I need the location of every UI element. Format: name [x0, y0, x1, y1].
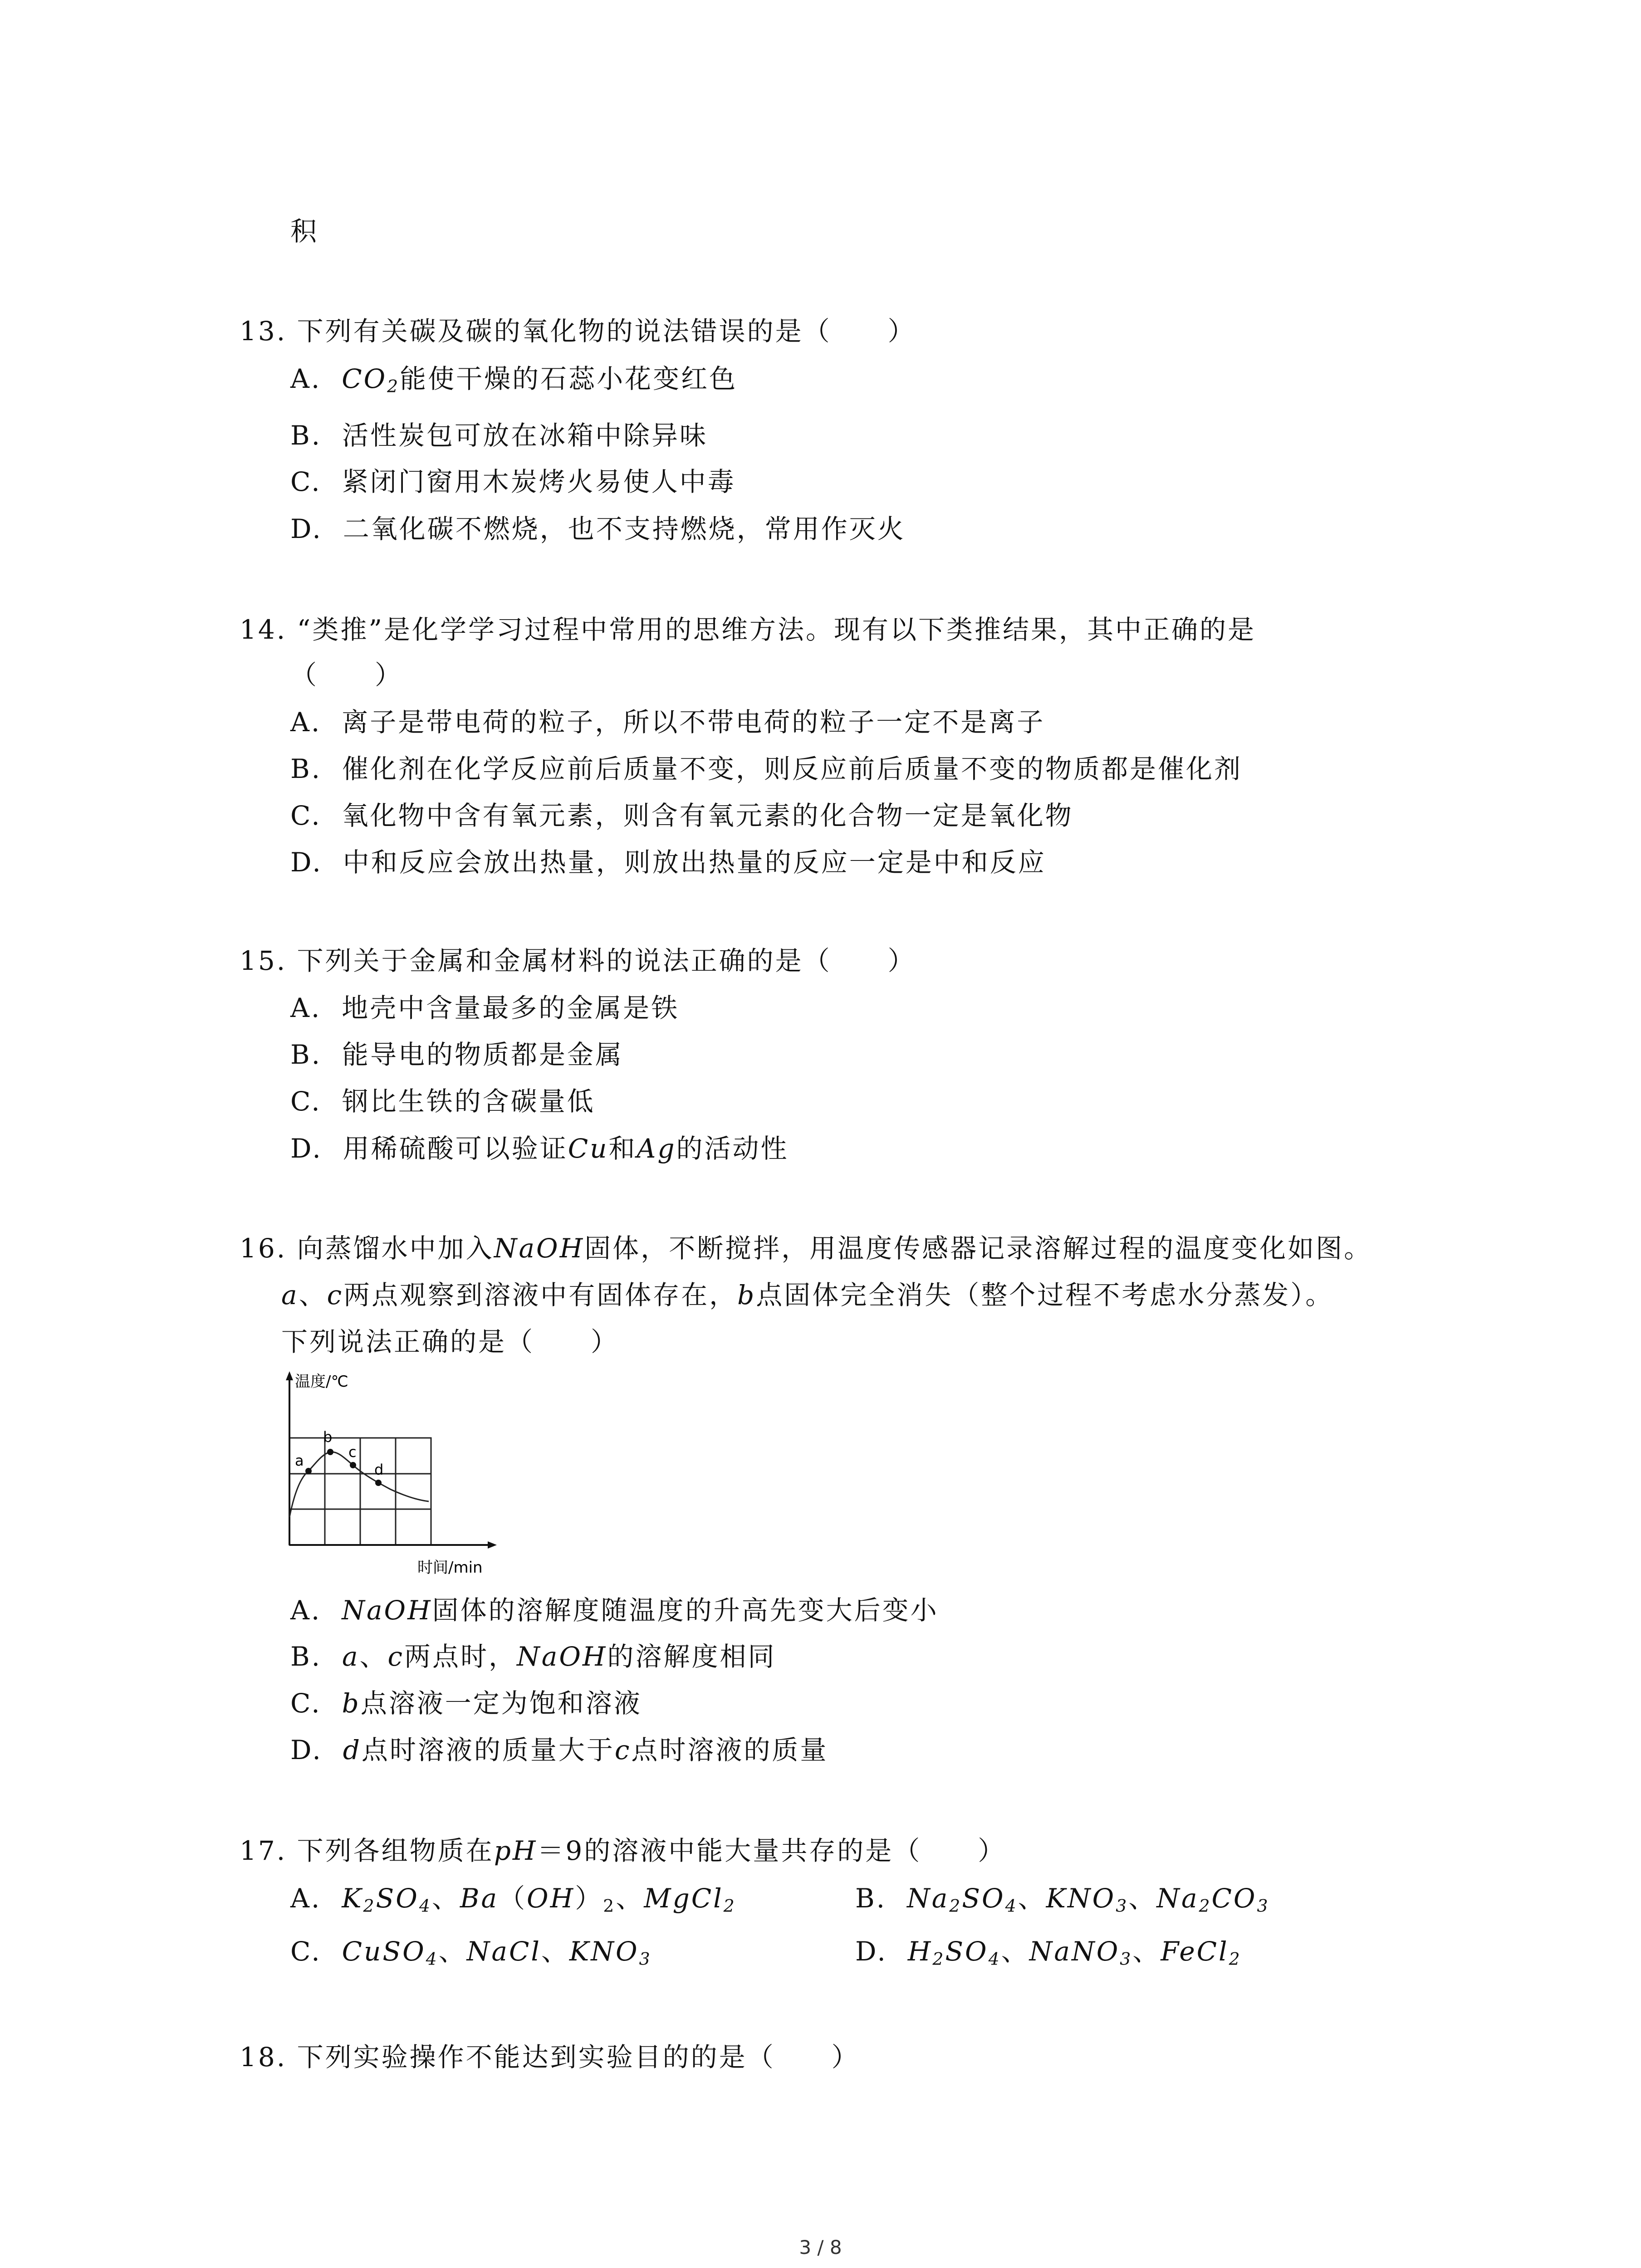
formula: $K_2SO_4$	[342, 1883, 432, 1916]
point-b	[327, 1449, 333, 1455]
formula: $Na_2SO_4$	[906, 1883, 1018, 1916]
point-a	[305, 1468, 312, 1474]
q17-option-a: A. $K_2SO_4$、$Ba(OH)_2$、MgCl$_2$	[290, 1883, 736, 1916]
q16-option-d: D. d点时溶液的质量大于c点时溶液的质量	[290, 1735, 828, 1765]
q16-stem-line3: 下列说法正确的是（ ）	[281, 1326, 619, 1357]
option-text: 能导电的物质都是金属	[342, 1039, 623, 1070]
option-label: D.	[290, 1735, 323, 1765]
q17-option-d: D. $H_2SO_4$、NaNO$_3$、FeCl$_2$	[855, 1936, 1242, 1969]
label-a: a	[295, 1452, 304, 1469]
option-label: C.	[290, 466, 322, 497]
q13-option-b	[290, 417, 708, 454]
point-c	[350, 1462, 356, 1468]
q13-option-c	[290, 464, 736, 500]
option-text: 中和反应会放出热量，则放出热量的反应一定是中和反应	[343, 847, 1046, 878]
page-number: 3 / 8	[799, 2236, 842, 2258]
q17-option-b: B. $Na_2SO_4$、$KNO_3$、$Na_2CO_3$	[855, 1883, 1270, 1916]
q16-option-c: C. b点溶液一定为饱和溶液	[290, 1688, 642, 1719]
option-label: C.	[290, 1086, 322, 1117]
formula: pH	[494, 1835, 538, 1866]
q15-option-b	[290, 1036, 623, 1073]
q14-option-d	[290, 844, 1046, 880]
label-b: b	[323, 1428, 333, 1446]
formula: NaOH	[517, 1641, 607, 1672]
q13-option-d	[290, 511, 906, 547]
option-label: D.	[290, 513, 323, 544]
label-d: d	[374, 1461, 384, 1478]
point-d	[375, 1480, 382, 1486]
label-c: c	[348, 1443, 357, 1461]
q14-option-c	[290, 797, 1073, 834]
q16-stem-line2: a、c两点观察到溶液中有固体存在，b点固体完全消失（整个过程不考虑水分蒸发）。	[281, 1280, 1334, 1310]
q15-option-c	[290, 1083, 595, 1119]
option-label: B.	[290, 1641, 322, 1672]
q14-option-a	[290, 704, 1045, 740]
q14-stem: 14. “类推”是化学学习过程中常用的思维方法。现有以下类推结果，其中正确的是	[240, 614, 1256, 645]
formula: $H_2SO_4$	[907, 1936, 1001, 1969]
option-text: 二氧化碳不燃烧，也不支持燃烧，常用作灭火	[343, 513, 906, 544]
q15-option-a	[290, 990, 679, 1026]
option-label: A.	[290, 363, 322, 394]
option-label: A.	[290, 1883, 322, 1914]
temperature-curve	[289, 1452, 429, 1517]
q15-stem: 15. 下列关于金属和金属材料的说法正确的是（ ）	[240, 945, 916, 976]
formula: NaOH	[342, 1595, 432, 1626]
formula: $CO_2$	[342, 363, 400, 396]
option-label: D.	[290, 1133, 323, 1164]
option-text: 催化剂在化学反应前后质量不变，则反应前后质量不变的物质都是催化剂	[342, 753, 1242, 784]
carry-over-text: 积	[290, 216, 319, 247]
q15-option-d: D. 用稀硫酸可以验证Cu和Ag的活动性	[290, 1133, 789, 1164]
q17-stem: 17. 下列各组物质在pH＝9的溶液中能大量共存的是（ ）	[240, 1835, 1006, 1866]
formula: Ag	[637, 1133, 676, 1164]
option-text: 活性炭包可放在冰箱中除异味	[342, 420, 708, 451]
option-text: 能使干燥的石蕊小花变红色	[400, 363, 738, 394]
option-text: 离子是带电荷的粒子，所以不带电荷的粒子一定不是离子	[342, 707, 1045, 738]
option-label: B.	[290, 1039, 322, 1070]
formula: NaOH	[494, 1233, 585, 1264]
q18-stem: 18. 下列实验操作不能达到实验目的的是（ ）	[240, 2042, 860, 2072]
q14-option-b	[290, 751, 1242, 787]
q16-stem-line1: 16. 向蒸馏水中加入NaOH固体，不断搅拌，用温度传感器记录溶解过程的温度变化如图。	[240, 1233, 1372, 1264]
option-label: B.	[290, 753, 322, 784]
q13-stem: 13. 下列有关碳及碳的氧化物的说法错误的是（ ）	[240, 316, 916, 347]
graph-grid	[289, 1438, 431, 1545]
q16-option-b: B. a、c两点时，NaOH的溶解度相同	[290, 1641, 776, 1672]
q16-option-a: A. NaOH固体的溶解度随温度的升高先变大后变小	[290, 1595, 939, 1626]
option-label: C.	[290, 1936, 322, 1967]
q13-option-a	[290, 361, 737, 397]
option-text: 地壳中含量最多的金属是铁	[342, 992, 680, 1023]
option-text: 氧化物中含有氧元素，则含有氧元素的化合物一定是氧化物	[342, 800, 1073, 831]
y-axis-label: 温度/℃	[295, 1373, 348, 1391]
q17-option-c: C. CuSO$_4$、NaCl、$KNO_3$	[290, 1936, 652, 1969]
formula: CuSO$_4$	[342, 1936, 439, 1969]
temperature-time-figure	[281, 1363, 508, 1585]
option-label: C.	[290, 800, 322, 831]
option-label: D.	[855, 1936, 887, 1967]
option-label: C.	[290, 1688, 322, 1719]
formula: Cu	[568, 1133, 609, 1164]
option-label: B.	[290, 420, 322, 451]
option-label: B.	[855, 1883, 887, 1914]
temperature-graph	[281, 1363, 508, 1585]
q14-stem-cont: （ ）	[290, 660, 403, 690]
option-text: 紧闭门窗用木炭烤火易使人中毒	[342, 466, 736, 497]
option-label: D.	[290, 847, 323, 878]
x-axis-label: 时间/min	[417, 1559, 483, 1577]
graph-axes	[286, 1371, 497, 1549]
option-label: A.	[290, 707, 322, 738]
option-label: A.	[290, 1595, 322, 1626]
option-label: A.	[290, 992, 322, 1023]
option-text: 钢比生铁的含碳量低	[342, 1086, 595, 1117]
